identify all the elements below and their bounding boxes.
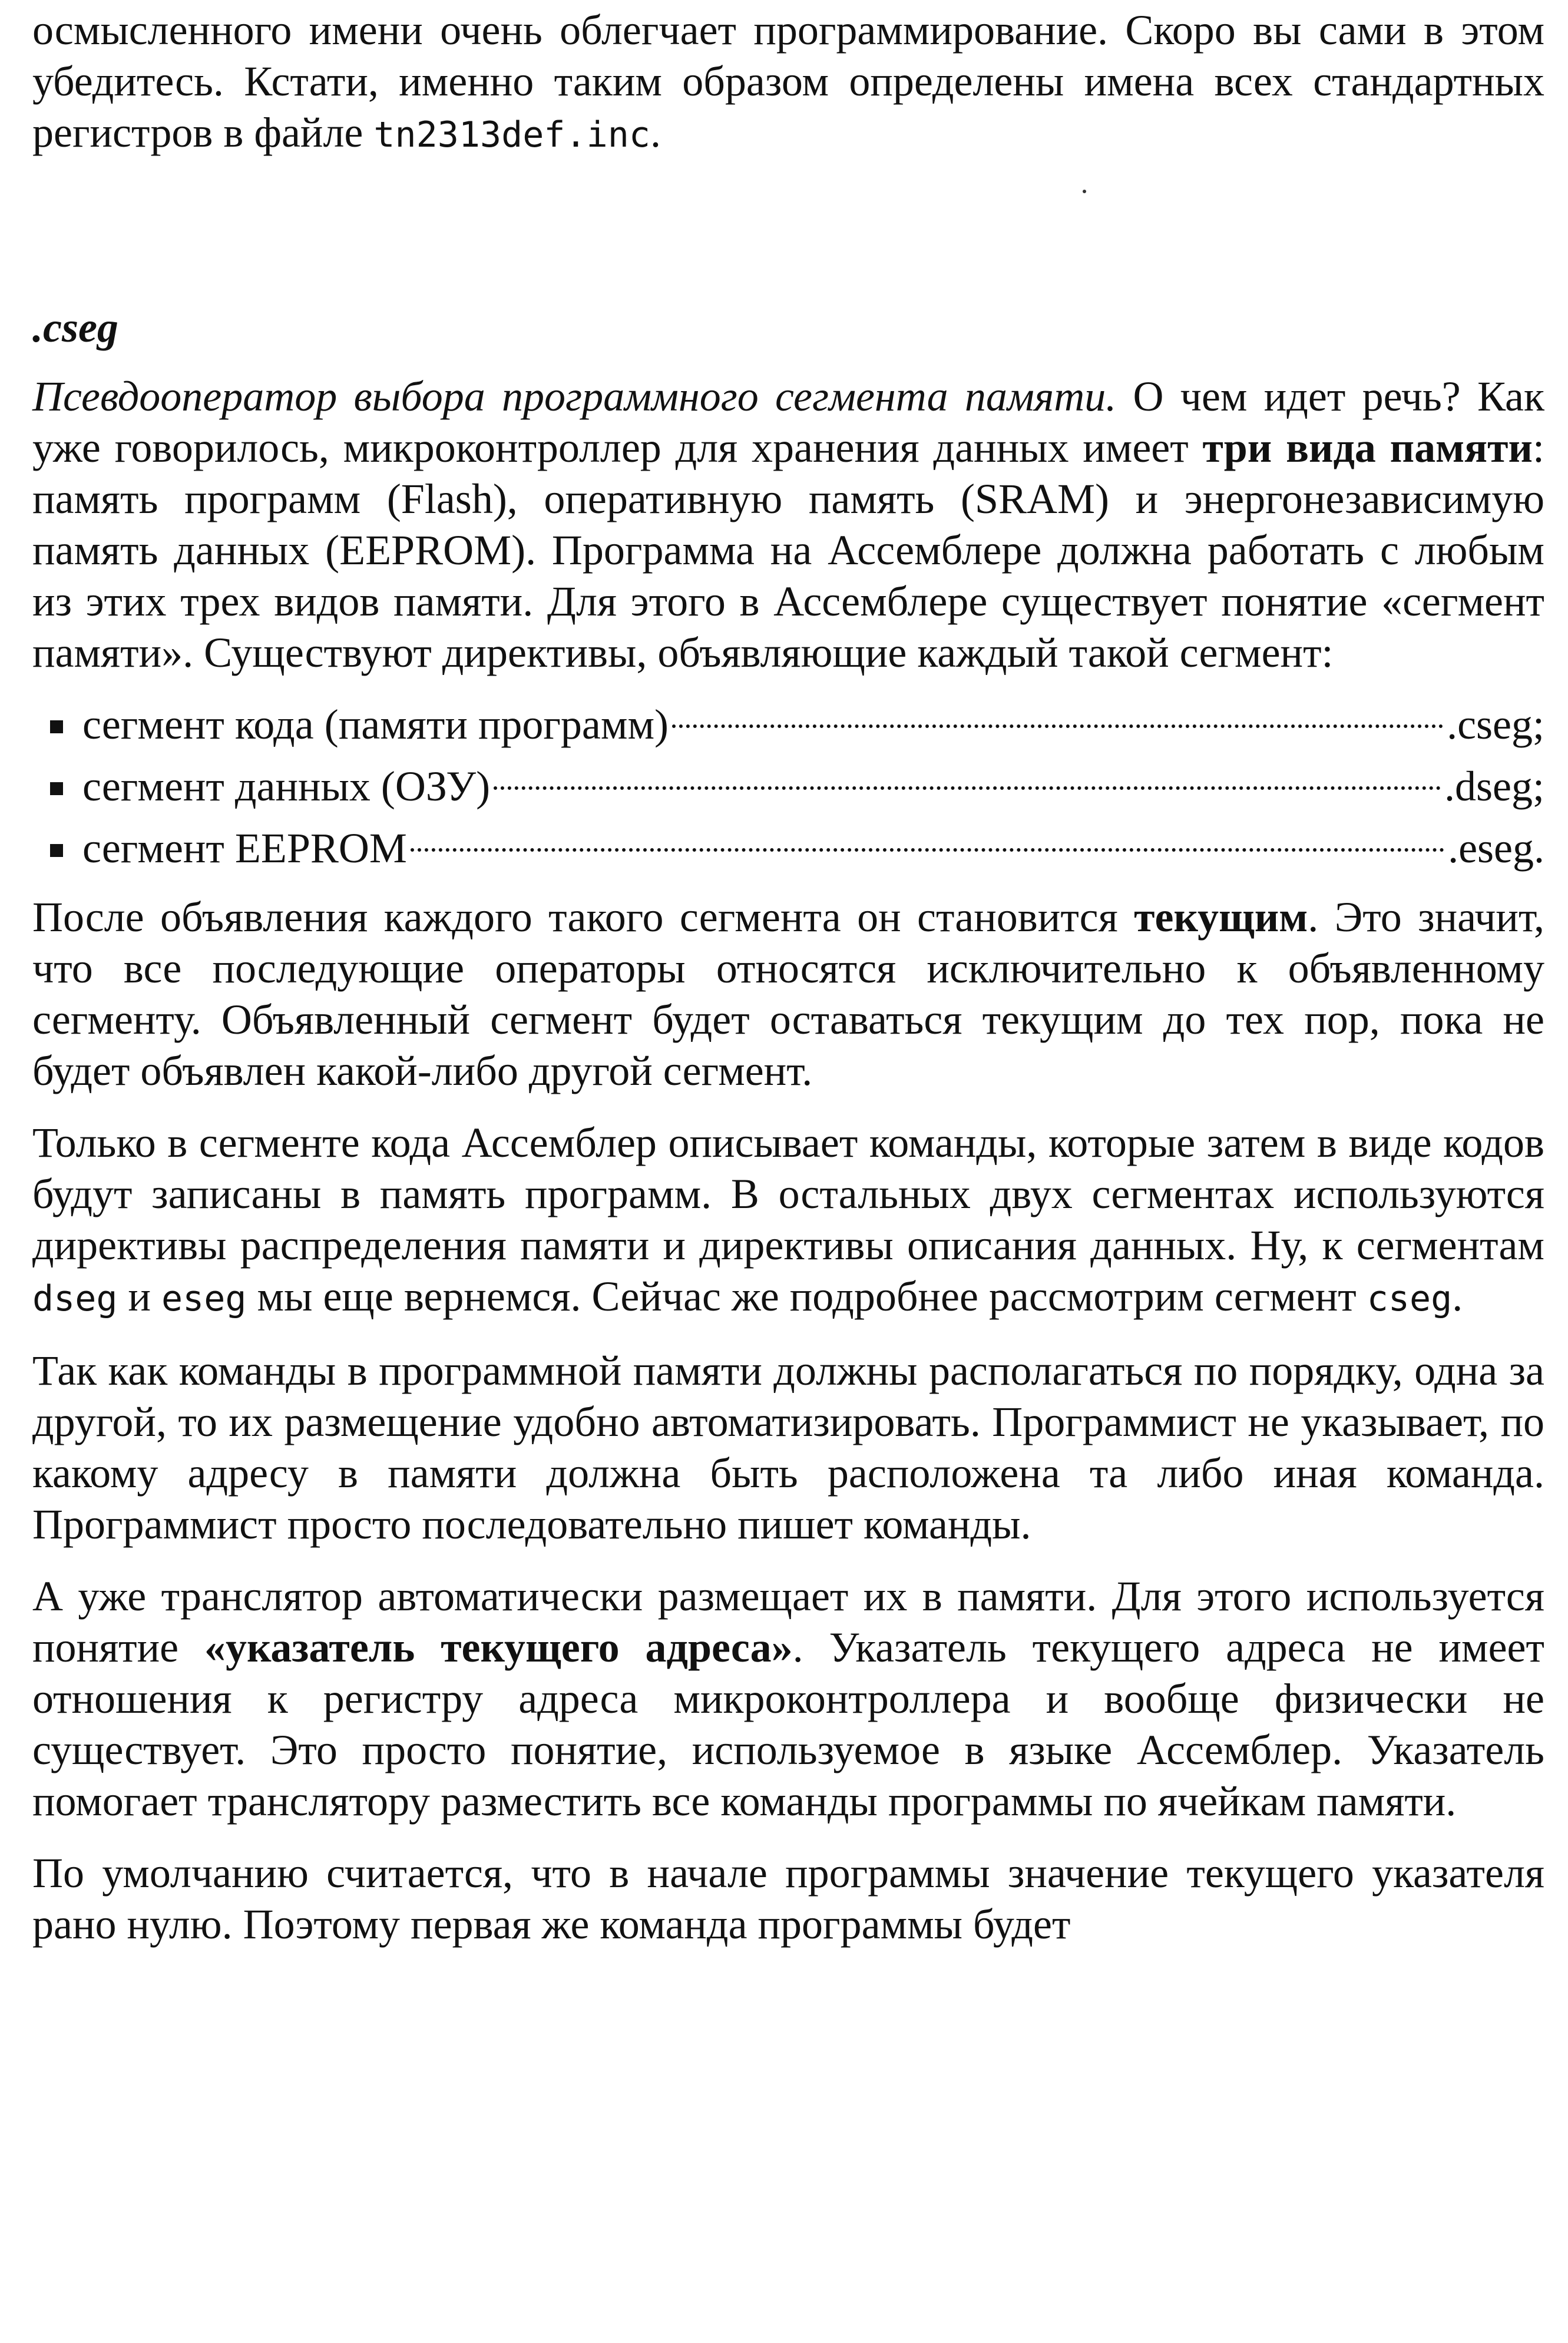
list-item-label: сегмент данных (ОЗУ)	[82, 763, 491, 810]
list-item	[32, 823, 1544, 874]
paragraph-code-c: мы еще вернемся. Сейчас же подробнее рассмотрим сегмент	[246, 1273, 1367, 1320]
list-item	[32, 699, 1544, 750]
list-item-value: .eseg.	[1448, 825, 1544, 872]
bullet-square-icon	[50, 782, 63, 795]
list-item-value: .dseg;	[1444, 763, 1544, 810]
dseg-code: dseg	[32, 1278, 118, 1319]
paragraph-default: По умолчанию считается, что в начале программы значение текущего указателя рано нулю. Поэтому первая же команда программы будет	[32, 1849, 1544, 1948]
paragraph-intro-end: .	[650, 109, 661, 156]
dotted-leader	[494, 786, 1441, 790]
print-speck	[1083, 190, 1086, 193]
paragraph-pointer	[32, 1571, 1544, 1827]
paragraph-segments-a: О чем идет речь? Как уже говорилось, микроконтроллер для хранения данных имеет	[32, 373, 1544, 471]
bullet-square-icon	[50, 844, 63, 857]
paragraph-code-d: .	[1452, 1273, 1463, 1320]
memory-types-bold: три вида памяти	[1202, 424, 1533, 471]
paragraph-current-a: После объявления каждого такого сегмента он становится	[32, 893, 1134, 941]
bullet-square-icon	[50, 720, 63, 733]
paragraph-pointer-b: . Указатель текущего адреса не имеет отношения к регистру адреса микроконтроллера и вообще физически не существует. Это просто понятие, используемое в языке Ассемблер. Указатель помогает транслятору разместить все команды программы по ячейкам памяти.	[32, 1624, 1544, 1825]
paragraph-intro-text: осмысленного имени очень облегчает программирование. Скоро вы сами в этом убедитесь. Кстати, именно таким образом определены имена всех стандартных регистров в файле	[32, 6, 1544, 156]
dotted-leader	[411, 848, 1444, 852]
paragraph-segments-b: : память программ (Flash), оперативную память (SRAM) и энергонезависимую память данных (EEPROM). Программа на Ассемблере должна работать с любым из этих трех видов памяти. Для этого в Ассемблере существует понятие «сегмент памяти». Существуют директивы, объявляющие каждый такой сегмент:	[32, 424, 1544, 676]
section-heading: .cseg	[32, 304, 118, 351]
paragraph-code-a: Только в сегменте кода Ассемблер описывает команды, которые затем в виде кодов будут записаны в память программ. В остальных двух сегментах используются директивы распределения памяти и директивы описания данных. Ну, к сегментам	[32, 1119, 1544, 1269]
paragraph-code-b: и	[117, 1273, 162, 1320]
paragraph-pointer-a: А уже транслятор автоматически размещает их в памяти. Для этого используется понятие	[32, 1573, 1544, 1671]
list-item-value: .cseg;	[1447, 701, 1544, 748]
current-bold: текущим	[1134, 893, 1308, 941]
paragraph-intro	[32, 5, 1544, 161]
dotted-leader	[672, 724, 1443, 728]
eseg-code: eseg	[161, 1278, 247, 1319]
paragraph-current-b: . Это значит, что все последующие операторы относятся исключительно к объявленному сегменту. Объявленный сегмент будет оставаться текущим до тех пор, пока не будет объявлен какой-либо другой сегмент.	[32, 893, 1544, 1094]
segment-list	[32, 699, 1544, 874]
definition-lead: Псевдооператор выбора программного сегмента памяти.	[32, 373, 1117, 420]
filename-code: tn2313def.inc	[373, 114, 650, 155]
pointer-bold: «указатель текущего адреса»	[204, 1624, 793, 1671]
list-item-label: сегмент кода (памяти программ)	[82, 701, 669, 748]
cseg-code: cseg	[1367, 1278, 1453, 1319]
paragraph-code-segment	[32, 1117, 1544, 1325]
paragraph-current-segment	[32, 892, 1544, 1097]
list-item	[32, 761, 1544, 812]
paragraph-ordering: Так как команды в программной памяти должны располагаться по порядку, одна за другой, то их размещение удобно автоматизировать. Программист не указывает, по какому адресу в памяти должна быть расположена та либо иная команда. Программист просто последовательно пишет команды.	[32, 1347, 1544, 1548]
paragraph-segments	[32, 371, 1544, 679]
list-item-label: сегмент EEPROM	[82, 825, 407, 872]
